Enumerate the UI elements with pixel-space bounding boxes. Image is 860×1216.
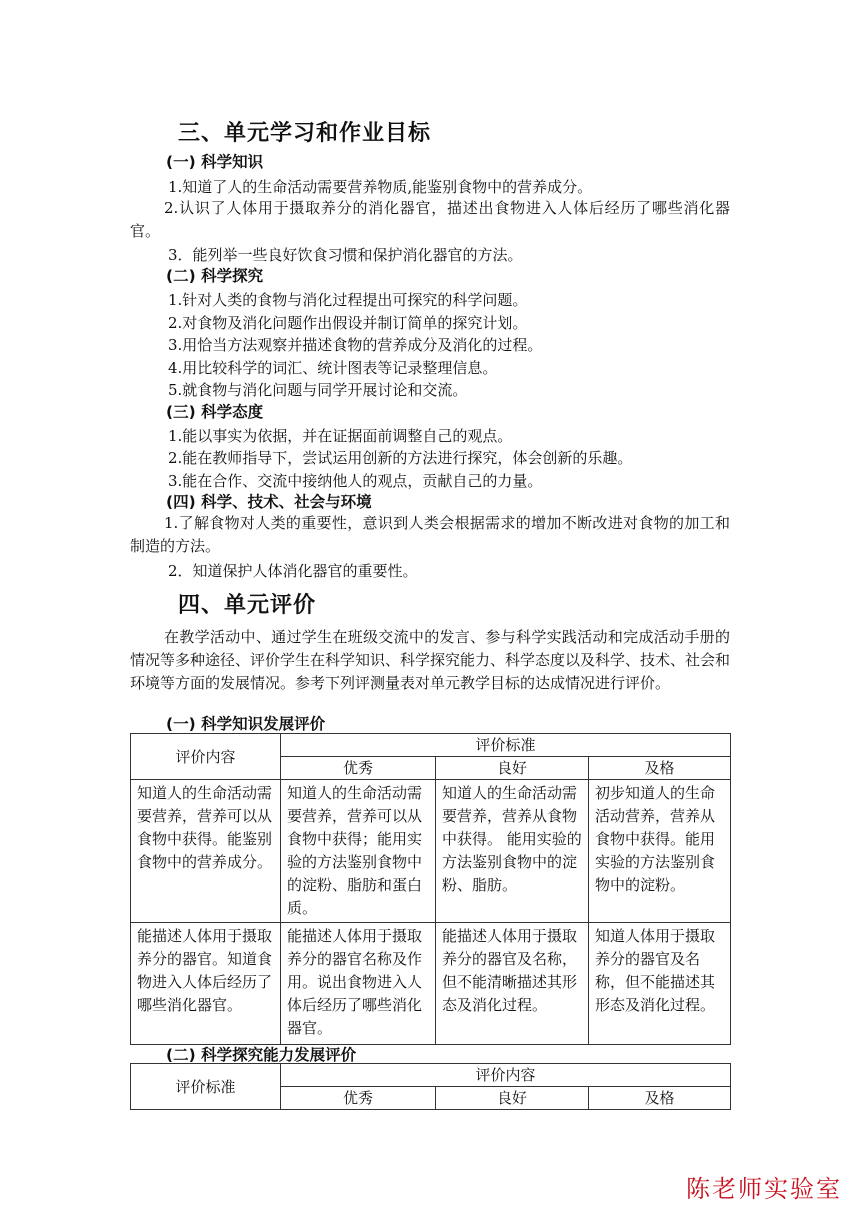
inquiry-item: 5.就食物与消化问题与同学开展讨论和交流。 [168, 381, 468, 399]
evaluation-intro: 在教学活动中、通过学生在班级交流中的发言、参与科学实践活动和完成活动手册的情况等多种途径、评价学生在科学知识、科学探究能力、科学态度以及科学、技术、社会和环境等方面的发展情况。参考下列评测量表对单元教学目标的达成情况进行评价。 [130, 628, 731, 692]
col-header-content: 评价内容 [131, 734, 281, 780]
col-header-standard: 评价标准 [131, 1064, 281, 1110]
inquiry-heading: (二) 科学探究 [166, 267, 264, 285]
level-good: 良好 [436, 1087, 589, 1110]
table-cell: 知道人的生命活动需要营养，营养可以从食物中获得；能用实验的方法鉴别食物中的淀粉、脂肪和蛋白质。 [281, 780, 436, 923]
level-excellent: 优秀 [281, 1087, 436, 1110]
attitude-heading: (三) 科学态度 [166, 403, 264, 421]
inquiry-evaluation-table [130, 1063, 731, 1110]
table-cell: 能描述人体用于摄取养分的器官名称及作用。说出食物进入人体后经历了哪些消化器官。 [281, 923, 436, 1045]
section3-title: 三、单元学习和作业目标 [178, 121, 432, 146]
inquiry-item: 2.对食物及消化问题作出假设并制订简单的探究计划。 [168, 314, 528, 332]
table-cell: 能描述人体用于摄取养分的器官。知道食物进入人体后经历了哪些消化器官。 [131, 923, 281, 1045]
level-good: 良好 [436, 757, 589, 780]
inquiry-item: 1.针对人类的食物与消化过程提出可探究的科学问题。 [168, 291, 528, 309]
table2-heading: (二) 科学探究能力发展评价 [166, 1046, 357, 1064]
level-excellent: 优秀 [281, 757, 436, 780]
level-pass: 及格 [589, 757, 731, 780]
section4-title: 四、单元评价 [178, 593, 317, 618]
sts-heading: (四) 科学、技术、社会与环境 [166, 493, 372, 511]
inquiry-item: 4.用比较科学的词汇、统计图表等记录整理信息。 [168, 359, 498, 377]
watermark-text: 陈老师实验室 [686, 1175, 842, 1203]
table-cell: 能描述人体用于摄取养分的器官及名称，但不能清晰描述其形态及消化过程。 [436, 923, 589, 1045]
table-cell: 初步知道人的生命活动营养，营养从食物中获得。能用实验的方法鉴别食物中的淀粉。 [589, 780, 731, 923]
table1-heading: (一) 科学知识发展评价 [166, 715, 326, 733]
level-pass: 及格 [589, 1087, 731, 1110]
col-header-standard: 评价标准 [281, 734, 731, 757]
attitude-item: 2.能在教师指导下，尝试运用创新的方法进行探究，体会创新的乐趣。 [168, 449, 633, 467]
attitude-item: 1.能以事实为依据，并在证据面前调整自己的观点。 [168, 427, 513, 445]
knowledge-heading: (一) 科学知识 [166, 153, 264, 171]
sts-item: 2．知道保护人体消化器官的重要性。 [168, 562, 418, 580]
table-row [131, 923, 731, 1045]
table-cell: 知道人体用于摄取养分的器官及名称，但不能描述其形态及消化过程。 [589, 923, 731, 1045]
table-row [131, 780, 731, 923]
table-cell: 知道人的生命活动需要营养，营养从食物中获得。 能用实验的方法鉴别食物中的淀粉、脂肪。 [436, 780, 589, 923]
knowledge-item: 2.认识了人体用于摄取养分的消化器官，描述出食物进入人体后经历了哪些消化器官。 [130, 199, 730, 240]
knowledge-item: 1.知道了人的生命活动需要营养物质,能鉴别食物中的营养成分。 [168, 178, 593, 196]
sts-item: 1.了解食物对人类的重要性，意识到人类会根据需求的增加不断改进对食物的加工和制造的方法。 [130, 514, 730, 555]
knowledge-item: 3．能列举一些良好饮食习惯和保护消化器官的方法。 [168, 246, 523, 264]
table-cell: 知道人的生命活动需要营养，营养可以从食物中获得。能鉴别食物中的营养成分。 [131, 780, 281, 923]
inquiry-item: 3.用恰当方法观察并描述食物的营养成分及消化的过程。 [168, 336, 543, 354]
knowledge-evaluation-table [130, 733, 731, 1045]
col-header-content: 评价内容 [281, 1064, 731, 1087]
attitude-item: 3.能在合作、交流中接纳他人的观点，贡献自己的力量。 [168, 472, 543, 490]
